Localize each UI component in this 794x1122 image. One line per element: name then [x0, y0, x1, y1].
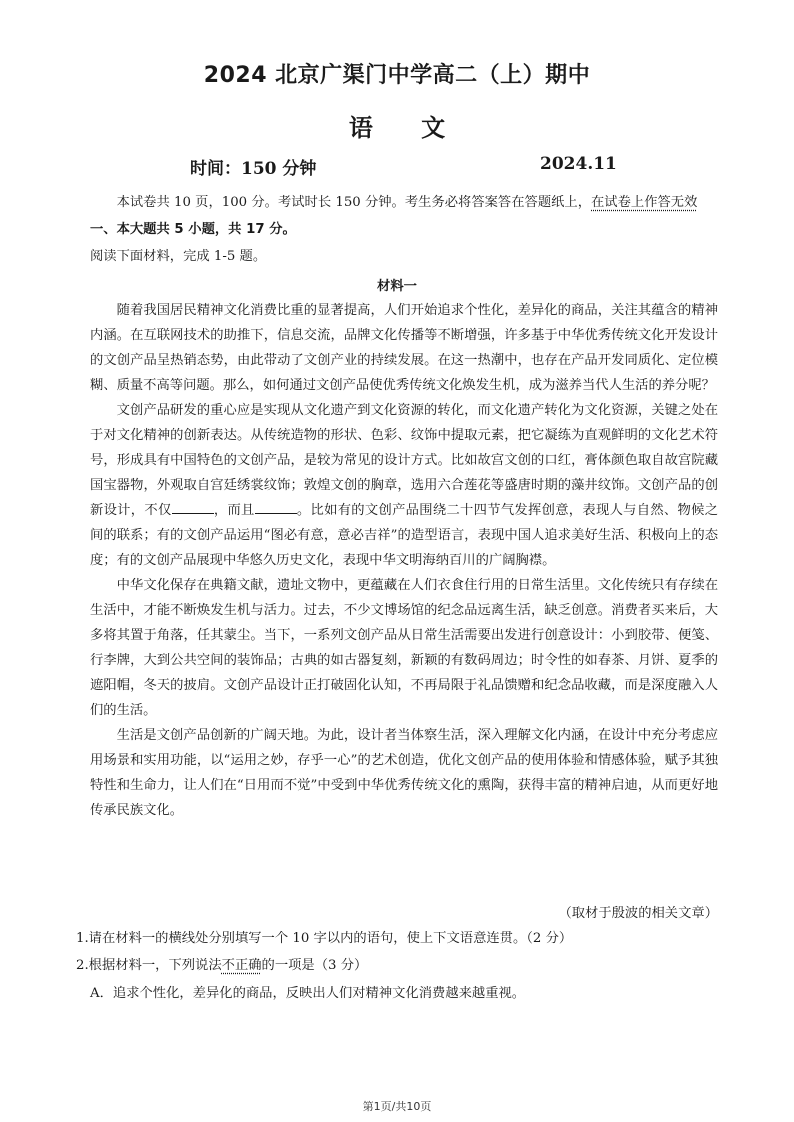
fill-blank-2[interactable]: [255, 501, 297, 514]
material-source: （取材于殷波的相关文章）: [558, 906, 718, 921]
material-body: [90, 298, 718, 823]
section-heading: 一、本大题共 5 小题，共 17 分。: [90, 222, 296, 237]
material-paragraph: 随着我国居民精神文化消费比重的显著提高，人们开始追求个性化，差异化的商品，关注其蕴含的精神内涵。在互联网技术的助推下，信息交流，品牌文化传播等不断增强，许多基于中华优秀传统文化开发设计的文创产品呈热销态势，由此带动了文创产业的持续发展。在这一热潮中，也存在产品开发同质化、定位模糊、质量不高等问题。那么，如何通过文创产品使优秀传统文化焕发生机，成为滋养当代人生活的养分呢？: [90, 303, 718, 393]
exam-notice: [90, 192, 718, 213]
subject-title: 语 文: [348, 114, 446, 142]
exam-duration: 时间：150 分钟: [190, 159, 317, 179]
material-paragraph: 生活是文创产品创新的广阔天地。为此，设计者当体察生活，深入理解文化内涵，在设计中充分考虑应用场景和实用功能，以“运用之妙，存乎一心”的艺术创造，优化文创产品的使用体验和情感体验，赋予其独特性和生命力，让人们在“日用而不觉”中受到中华优秀传统文化的熏陶，获得丰富的精神启迪，从而更好地传承民族文化。: [90, 728, 718, 818]
material-paragraph: 文创产品研发的重心应是实现从文化遗产到文化资源的转化，而文化遗产转化为文化资源，关键之处在于对文化精神的创新表达。从传统造物的形状、色彩、纹饰中提取元素，把它凝练为直观鲜明的文化艺术符号，形成具有中国特色的文创产品，是较为常见的设计方式。比如故宫文创的口红，膏体颜色取自故宫院藏国宝器物，外观取自宫廷绣裳纹饰；敦煌文创的胸章，选用六合莲花等盛唐时期的藻井纹饰。文创产品的创新设计，不仅 ，而且 。比如有的文创产品围绕二十四节气发挥创意，表现人与自然、物候之间的联系；有的文创产品运用“图必有意，意必吉祥”的造型语言，表现中国人追求美好生活、积极向上的态度；有的文创产品展现中华悠久历史文化，表现中华文明海纳百川的广阔胸襟。: [90, 403, 719, 568]
material-paragraph: 中华文化保存在典籍文献，遗址文物中，更蕴藏在人们衣食住行用的日常生活里。文化传统只有存续在生活中，才能不断焕发生机与活力。过去，不少文博场馆的纪念品远离生活，缺乏创意。消费者买来后，大多将其置于角落，任其蒙尘。当下，一系列文创产品从日常生活需要出发进行创意设计：小到胶带、便笺、行李牌，大到公共空间的装饰品；古典的如古器复刻，新颖的有数码周边；时令性的如春茶、月饼、夏季的遮阳帽，冬天的披肩。文创产品设计正打破固化认知，不再局限于礼品馈赠和纪念品收藏，而是深度融入人们的生活。: [90, 578, 718, 718]
question-1: 1.请在材料一的横线处分别填写一个 10 字以内的语句，使上下文语意连贯。（2 分）: [76, 931, 573, 946]
question-2-option-a: A．追求个性化，差异化的商品，反映出人们对精神文化消费越来越重视。: [90, 986, 526, 1001]
fill-blank-1[interactable]: [172, 501, 214, 514]
reading-instruction: 阅读下面材料，完成 1-5 题。: [90, 249, 267, 264]
notice-text: 本试卷共 10 页，100 分。考试时长 150 分钟。考生务必将答案答在答题纸上，: [116, 195, 592, 210]
exam-date: 2024.11: [540, 154, 617, 174]
notice-emphasis: 在试卷上作答无效: [591, 195, 698, 210]
page-number: 第1页/共10页: [362, 1100, 432, 1113]
exam-title: 2024 北京广渠门中学高二（上）期中: [203, 63, 591, 88]
material-title: 材料一: [377, 279, 417, 294]
question-2: 2.根据材料一，下列说法不正确的一项是（3 分）: [76, 958, 368, 973]
question-2-emphasis: 不正确: [221, 958, 262, 973]
